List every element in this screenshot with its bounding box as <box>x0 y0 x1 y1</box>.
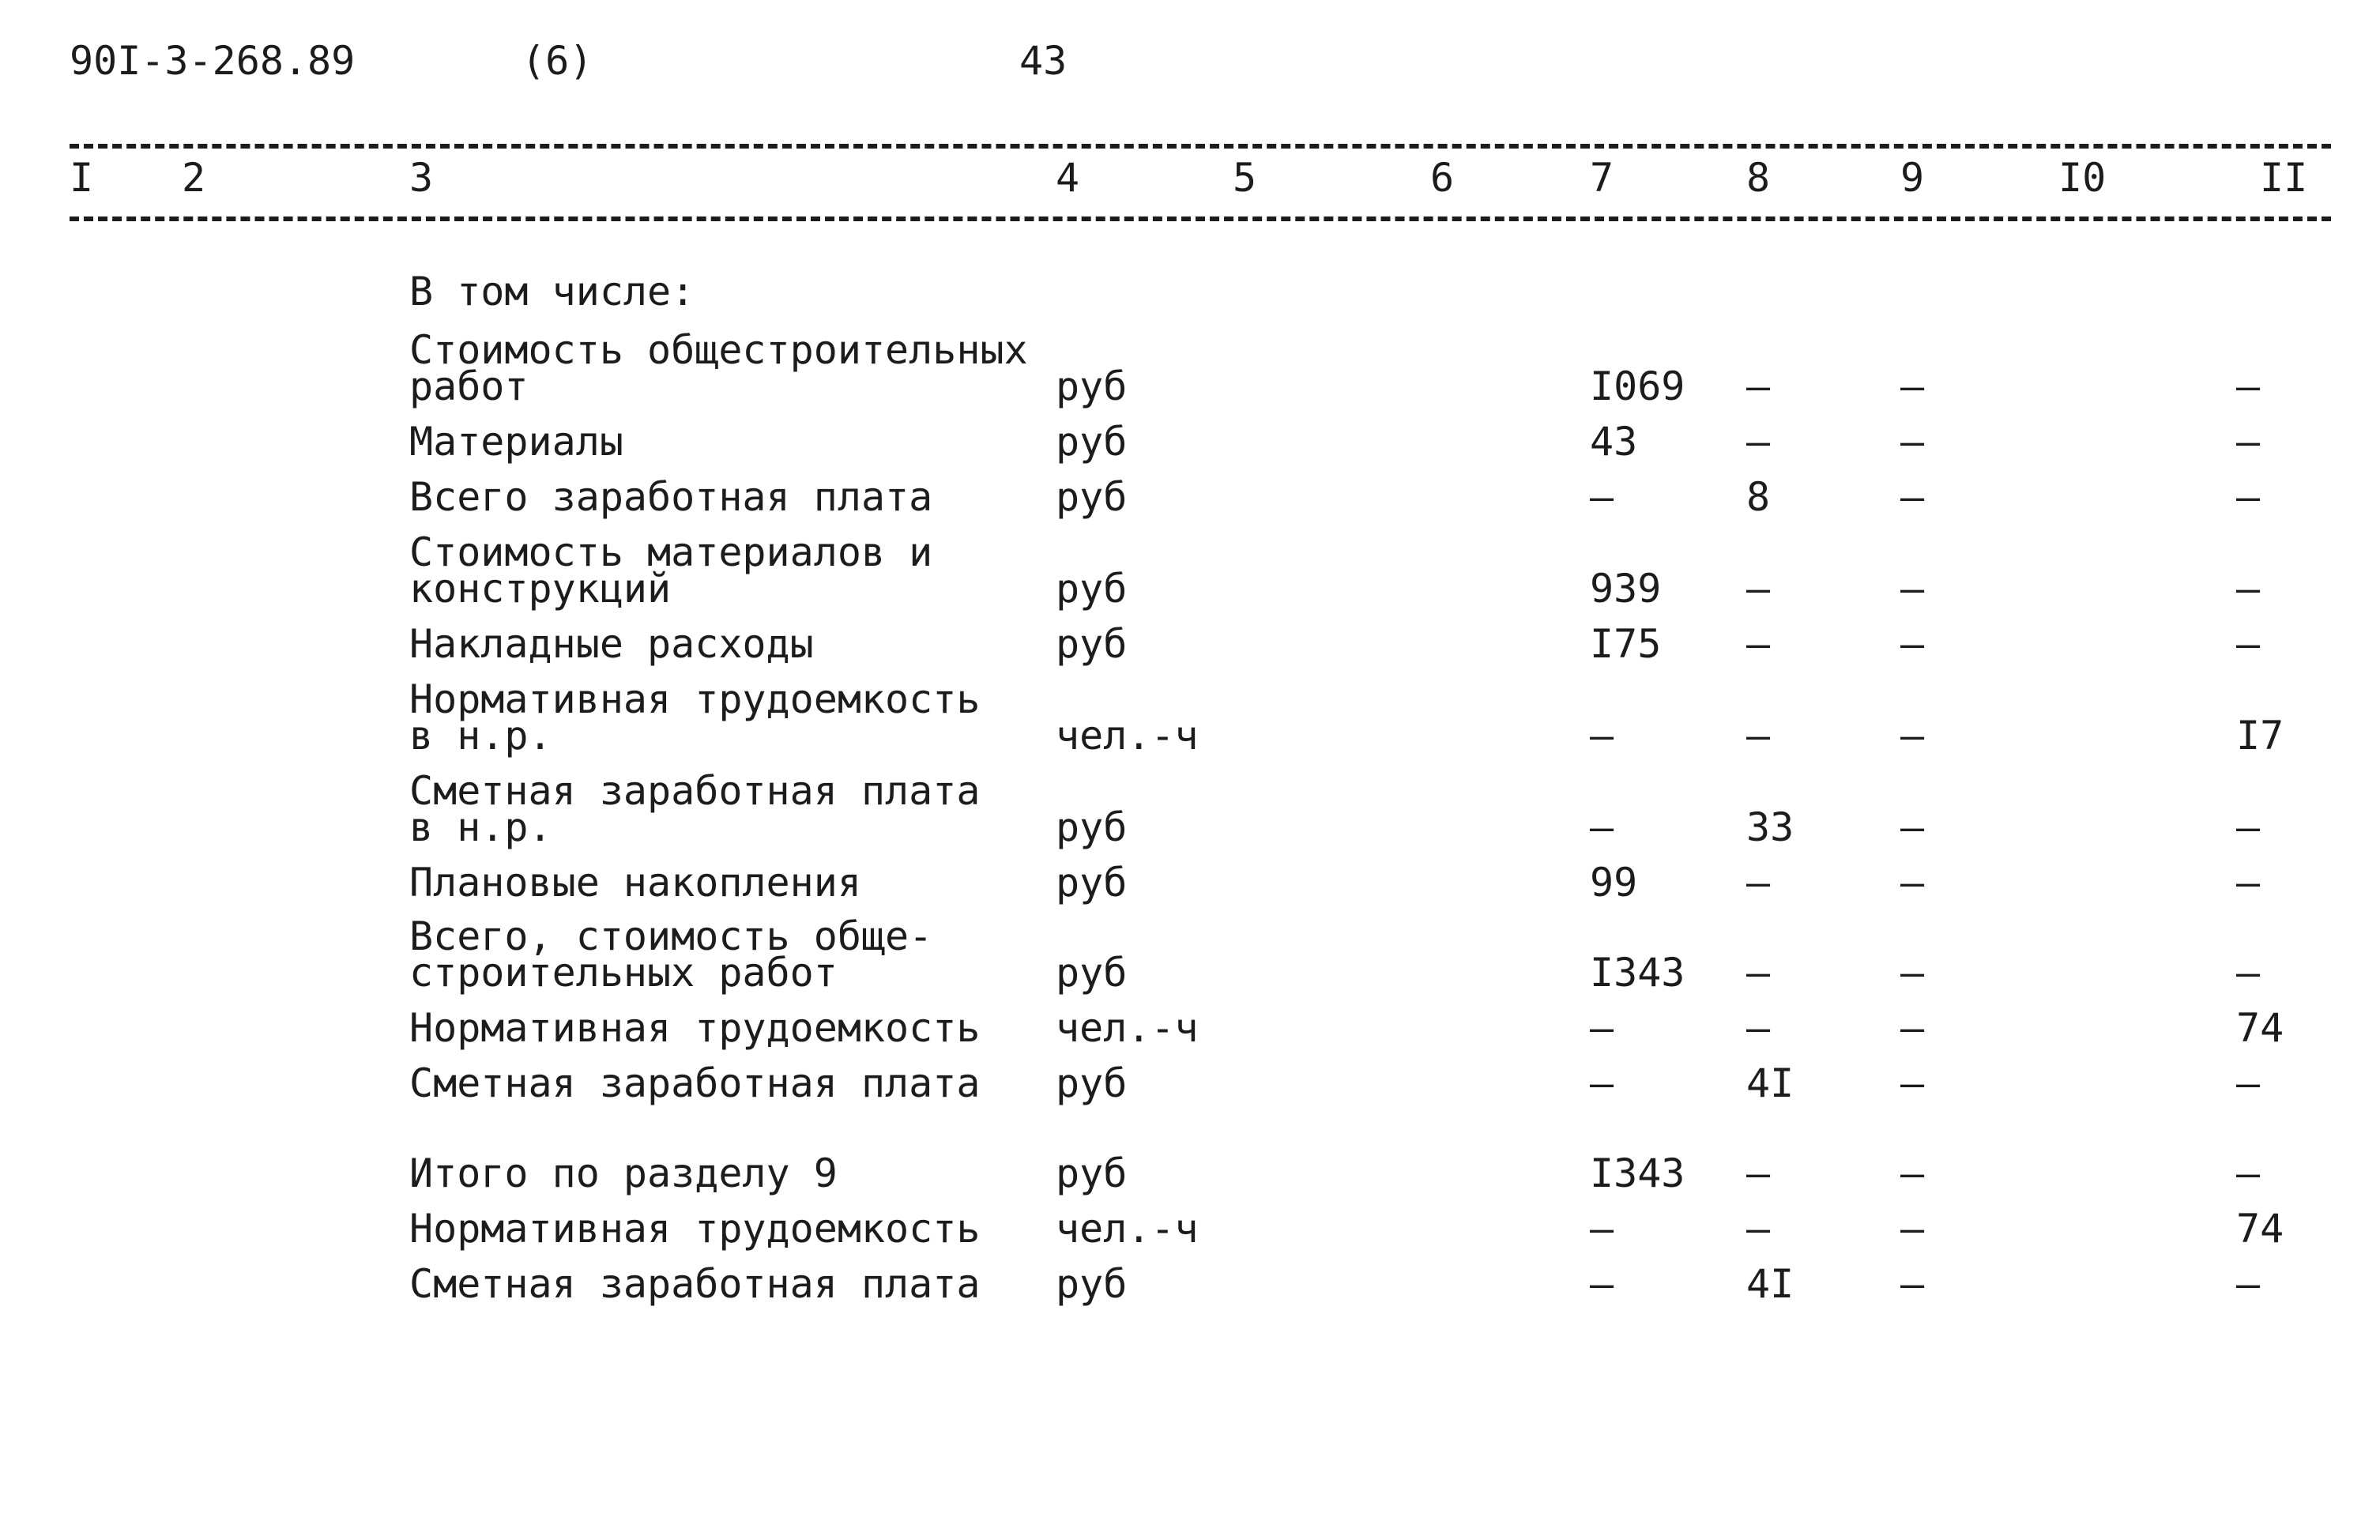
row-description-line: работ <box>409 363 529 409</box>
row-value-col8: 4I <box>1746 1261 1794 1307</box>
row-value-col9: – <box>1900 363 1925 409</box>
row-unit: руб <box>1056 419 1128 465</box>
header-top-rule <box>70 144 2331 149</box>
column-number-6: 6 <box>1430 155 1455 201</box>
row-value-col8: – <box>1746 950 1771 996</box>
row-value-col8: – <box>1746 419 1771 465</box>
row-value-col8: – <box>1746 713 1771 759</box>
row-value-col9: – <box>1900 1261 1925 1307</box>
row-unit: руб <box>1056 621 1128 667</box>
row-value-col8: – <box>1746 1005 1771 1051</box>
row-description-line: Стоимость материалов и <box>409 529 933 575</box>
row-value-col11: – <box>2236 1261 2261 1307</box>
row-value-col7: – <box>1590 1005 1614 1051</box>
row-value-col11: – <box>2236 621 2261 667</box>
row-unit: чел.-ч <box>1056 713 1199 759</box>
header-bottom-rule <box>70 217 2331 221</box>
document-code: 90I-3-268.89 <box>70 38 356 84</box>
row-value-col8: – <box>1746 363 1771 409</box>
row-value-col9: – <box>1900 860 1925 906</box>
row-value-col7: – <box>1590 1206 1614 1252</box>
row-description-line: Нормативная трудоемкость <box>409 1005 981 1051</box>
row-value-col11: – <box>2236 950 2261 996</box>
row-description-line: Плановые накопления <box>409 860 861 906</box>
row-value-col9: – <box>1900 566 1925 612</box>
row-value-col7: I343 <box>1590 950 1685 996</box>
row-value-col7: 43 <box>1590 419 1638 465</box>
row-value-col11: 74 <box>2236 1005 2284 1051</box>
column-number-4: 4 <box>1056 155 1080 201</box>
column-number-8: 8 <box>1746 155 1771 201</box>
row-value-col7: – <box>1590 804 1614 850</box>
row-description-line: в н.р. <box>409 713 552 759</box>
row-value-col9: – <box>1900 713 1925 759</box>
row-value-col7: I069 <box>1590 363 1685 409</box>
row-description-line: Нормативная трудоемкость <box>409 1206 981 1252</box>
row-value-col8: – <box>1746 1150 1771 1196</box>
row-description-line: Всего заработная плата <box>409 474 933 520</box>
row-value-col11: – <box>2236 566 2261 612</box>
row-unit: руб <box>1056 566 1128 612</box>
column-number-11: II <box>2260 155 2308 201</box>
column-number-10: I0 <box>2058 155 2107 201</box>
row-value-col8: – <box>1746 566 1771 612</box>
row-unit: руб <box>1056 1060 1128 1106</box>
row-unit: руб <box>1056 860 1128 906</box>
row-description-line: Сметная заработная плата <box>409 768 981 814</box>
row-unit: руб <box>1056 474 1128 520</box>
row-description-line: Стоимость общестроительных <box>409 327 1028 373</box>
section-intro: В том числе: <box>409 269 695 314</box>
row-unit: руб <box>1056 804 1128 850</box>
row-value-col11: – <box>2236 804 2261 850</box>
row-value-col7: – <box>1590 1060 1614 1106</box>
row-value-col9: – <box>1900 621 1925 667</box>
row-value-col11: – <box>2236 1060 2261 1106</box>
row-value-col8: – <box>1746 621 1771 667</box>
row-value-col7: I75 <box>1590 621 1662 667</box>
row-value-col11: – <box>2236 363 2261 409</box>
row-description-line: Накладные расходы <box>409 621 814 667</box>
row-value-col11: 74 <box>2236 1206 2284 1252</box>
row-unit: руб <box>1056 1150 1128 1196</box>
row-description-line: Итого по разделу 9 <box>409 1150 838 1196</box>
row-value-col7: – <box>1590 713 1614 759</box>
row-description-line: Сметная заработная плата <box>409 1261 981 1307</box>
row-value-col9: – <box>1900 950 1925 996</box>
row-value-col7: 99 <box>1590 860 1638 906</box>
page-number: 43 <box>1019 38 1068 84</box>
column-number-3: 3 <box>409 155 434 201</box>
document-part: (6) <box>522 38 593 84</box>
row-unit: руб <box>1056 1261 1128 1307</box>
column-number-2: 2 <box>182 155 206 201</box>
row-description-line: конструкций <box>409 566 672 612</box>
row-value-col9: – <box>1900 804 1925 850</box>
column-number-9: 9 <box>1900 155 1925 201</box>
row-value-col8: 4I <box>1746 1060 1794 1106</box>
row-description-line: Нормативная трудоемкость <box>409 676 981 722</box>
row-value-col7: – <box>1590 474 1614 520</box>
row-value-col9: – <box>1900 1005 1925 1051</box>
row-value-col8: 33 <box>1746 804 1794 850</box>
row-value-col9: – <box>1900 1206 1925 1252</box>
column-number-5: 5 <box>1233 155 1257 201</box>
row-value-col9: – <box>1900 1060 1925 1106</box>
row-value-col7: I343 <box>1590 1150 1685 1196</box>
row-description-line: Материалы <box>409 419 623 465</box>
row-description-line: в н.р. <box>409 804 552 850</box>
row-value-col8: – <box>1746 1206 1771 1252</box>
row-value-col8: – <box>1746 860 1771 906</box>
row-unit: руб <box>1056 950 1128 996</box>
row-unit: чел.-ч <box>1056 1005 1199 1051</box>
column-number-1: I <box>70 155 94 201</box>
row-description-line: Всего, стоимость обще- <box>409 913 933 959</box>
row-value-col11: – <box>2236 1150 2261 1196</box>
row-value-col7: 939 <box>1590 566 1662 612</box>
row-value-col9: – <box>1900 419 1925 465</box>
row-value-col7: – <box>1590 1261 1614 1307</box>
row-value-col8: 8 <box>1746 474 1771 520</box>
row-unit: руб <box>1056 363 1128 409</box>
row-value-col11: – <box>2236 860 2261 906</box>
row-value-col9: – <box>1900 474 1925 520</box>
row-value-col11: – <box>2236 474 2261 520</box>
row-description-line: Сметная заработная плата <box>409 1060 981 1106</box>
row-value-col11: – <box>2236 419 2261 465</box>
row-unit: чел.-ч <box>1056 1206 1199 1252</box>
column-number-7: 7 <box>1590 155 1614 201</box>
row-value-col11: I7 <box>2236 713 2284 759</box>
row-value-col9: – <box>1900 1150 1925 1196</box>
row-description-line: строительных работ <box>409 950 838 996</box>
